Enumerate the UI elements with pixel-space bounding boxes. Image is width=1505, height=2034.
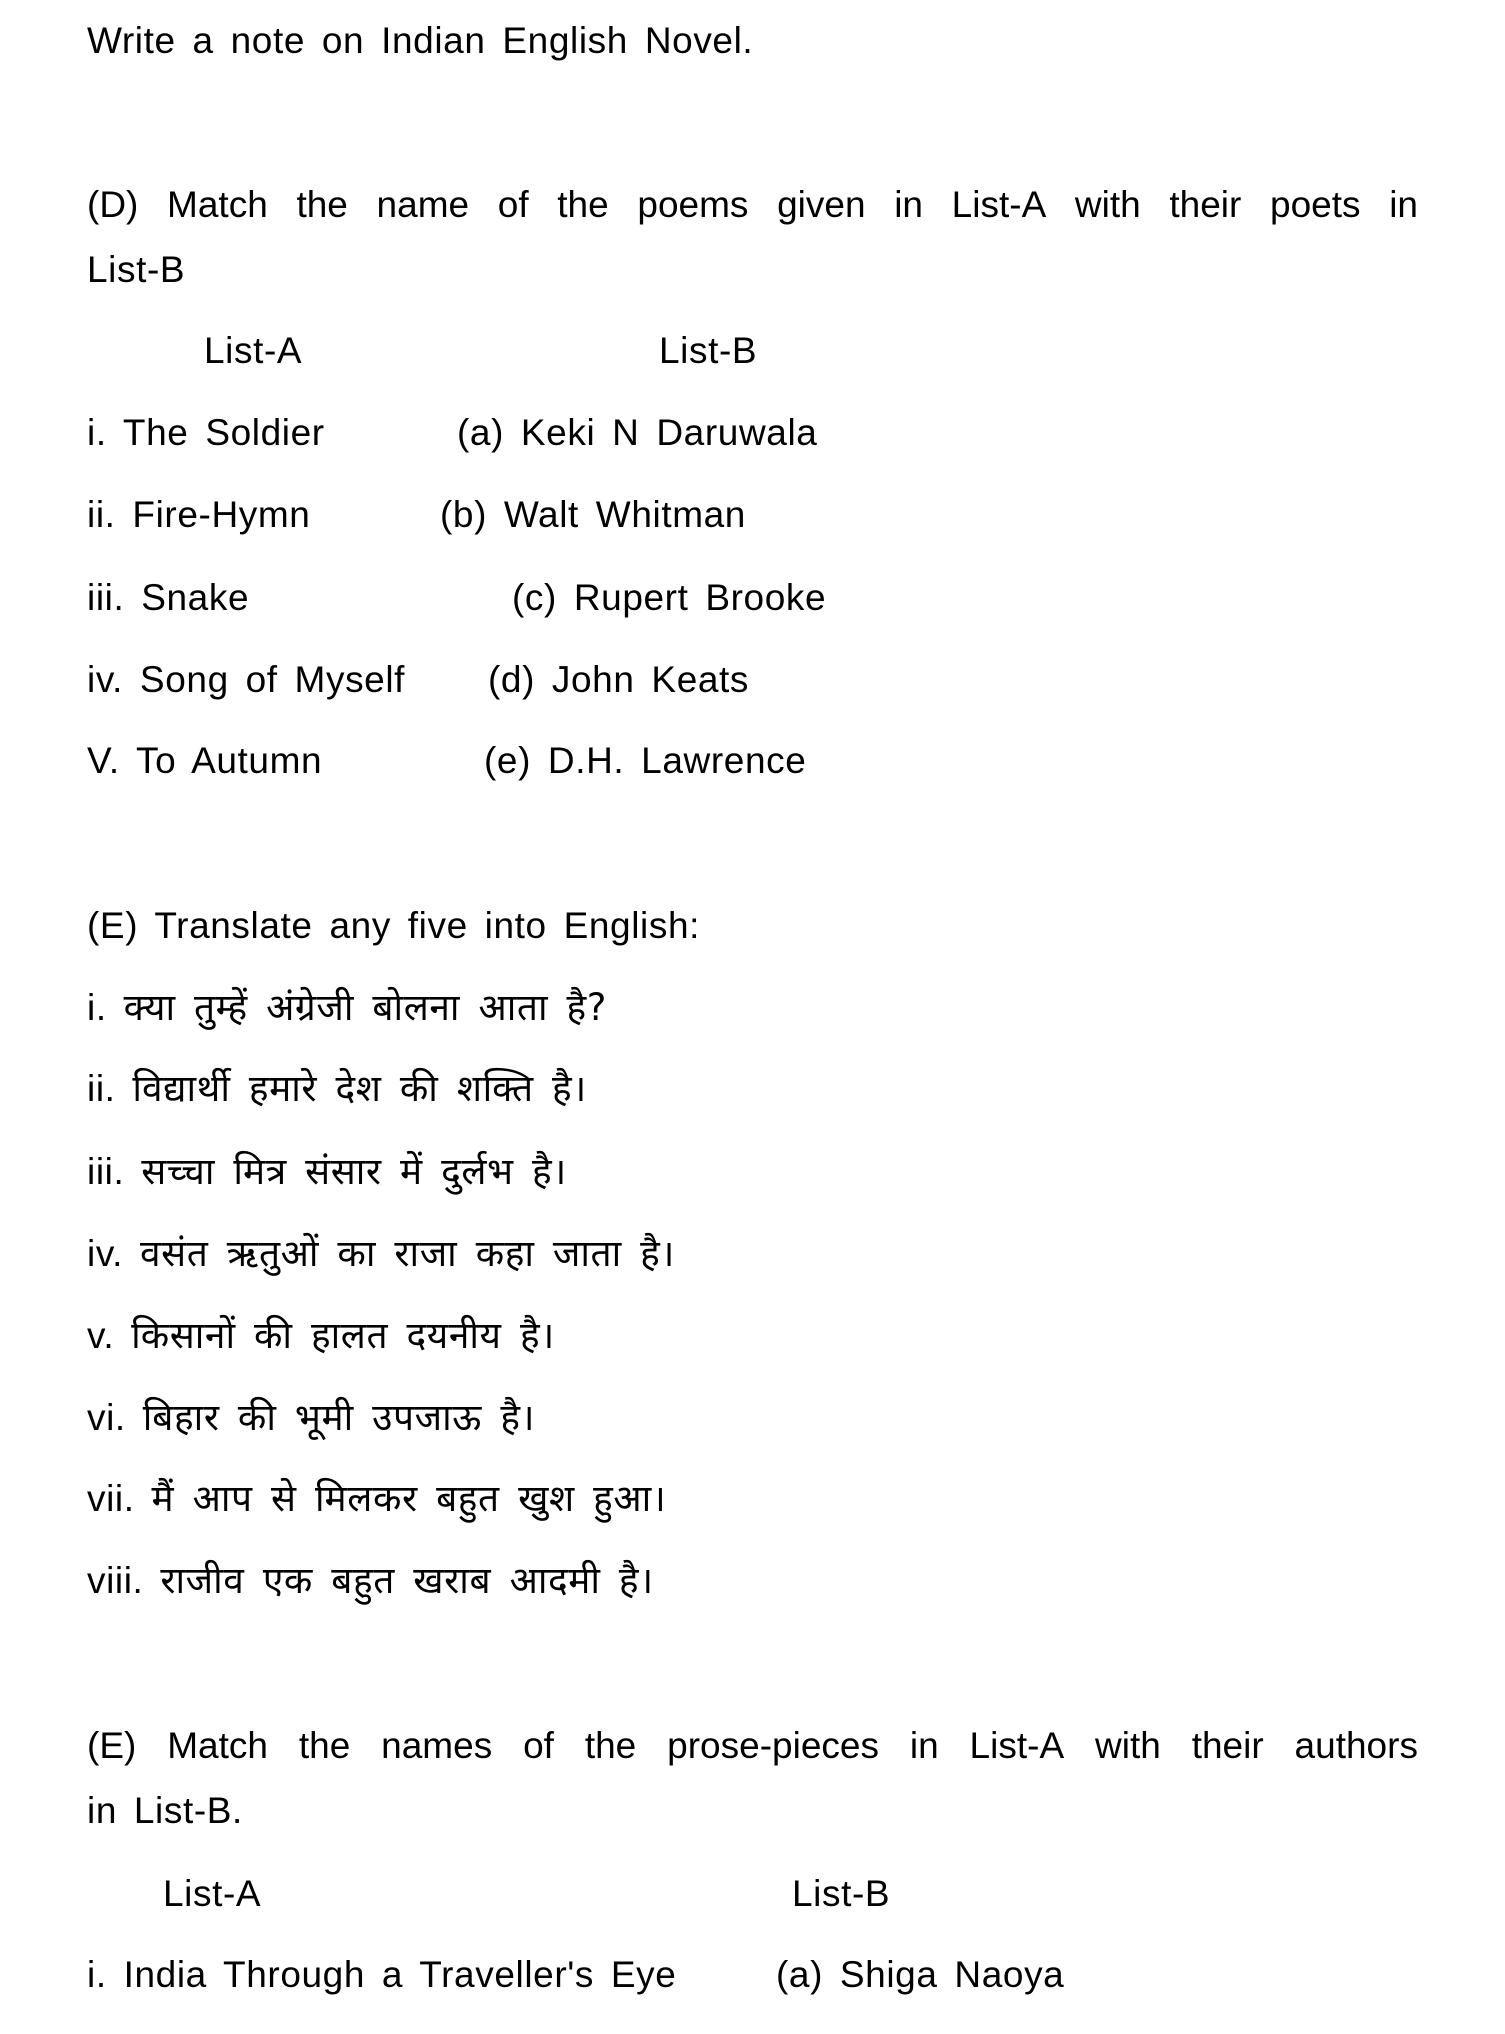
word: with <box>1095 1725 1161 1766</box>
word: List-A <box>951 184 1047 225</box>
translate-item <box>87 1559 654 1603</box>
word: name <box>376 184 470 225</box>
word: List-A <box>969 1725 1065 1766</box>
section-e-list-b-header: List-B <box>792 1873 891 1914</box>
poet-list-b-item: (a) Keki N Daruwala <box>457 412 818 453</box>
poet-list-b-item: (b) Walt Whitman <box>440 494 746 535</box>
section-e-translate-prompt: (E) Translate any five into English: <box>87 905 701 946</box>
word: the <box>296 184 348 225</box>
translate-item <box>87 1314 555 1358</box>
item-number: vii. <box>87 1478 135 1519</box>
word: given <box>777 184 866 225</box>
translate-item <box>87 1067 587 1111</box>
poem-list-a-item: i. The Soldier <box>87 412 325 453</box>
translate-item <box>87 1396 535 1440</box>
section-d-prompt-line2: List-B <box>87 249 186 290</box>
item-number: viii. <box>87 1560 144 1601</box>
word: (E) <box>87 1725 137 1766</box>
translate-item <box>87 986 607 1030</box>
word: in <box>894 184 924 225</box>
word: their <box>1191 1725 1264 1766</box>
poem-list-a-item: iii. Snake <box>87 577 250 618</box>
word: prose-pieces <box>667 1725 879 1766</box>
poem-list-a-item: ii. Fire-Hymn <box>87 494 311 535</box>
item-number: iii. <box>87 1151 125 1192</box>
section-e-list-a-header: List-A <box>163 1873 262 1914</box>
hindi-sentence: बिहार की भूमी उपजाऊ है। <box>142 1396 536 1439</box>
word: the <box>557 184 609 225</box>
word: with <box>1074 184 1141 225</box>
item-number: vi. <box>87 1397 126 1438</box>
section-d-prompt-line1 <box>87 183 1418 227</box>
hindi-sentence: राजीव एक बहुत खराब आदमी है। <box>160 1559 654 1602</box>
translate-item <box>87 1477 666 1521</box>
word: poets <box>1270 184 1361 225</box>
word: of <box>523 1725 554 1766</box>
section-d-list-a-header: List-A <box>204 330 303 371</box>
item-number: i. <box>87 987 107 1028</box>
poet-list-b-item: (e) D.H. Lawrence <box>484 740 807 781</box>
poem-list-a-item: iv. Song of Myself <box>87 659 406 700</box>
prose-list-a-item: i. India Through a Traveller's Eye <box>87 1954 677 1995</box>
word: their <box>1169 184 1242 225</box>
word: poems <box>637 184 749 225</box>
poet-list-b-item: (d) John Keats <box>488 659 750 700</box>
section-d-list-b-header: List-B <box>659 330 758 371</box>
poem-list-a-item: V. To Autumn <box>87 740 323 781</box>
poet-list-b-item: (c) Rupert Brooke <box>512 577 827 618</box>
translate-item <box>87 1232 675 1276</box>
word: in <box>909 1725 939 1766</box>
word: (D) <box>87 184 139 225</box>
hindi-sentence: वसंत ऋतुओं का राजा कहा जाता है। <box>139 1232 676 1275</box>
hindi-sentence: क्या तुम्हें अंग्रेजी बोलना आता है? <box>123 986 608 1029</box>
word: the <box>584 1725 637 1766</box>
item-number: iv. <box>87 1233 124 1274</box>
translate-item <box>87 1150 567 1194</box>
hindi-sentence: सच्चा मित्र संसार में दुर्लभ है। <box>141 1150 567 1193</box>
word: Match <box>167 184 268 225</box>
author-list-b-item: (a) Shiga Naoya <box>776 1954 1065 1995</box>
section-e-match-prompt-line2: in List-B. <box>87 1790 243 1831</box>
question-indian-english-novel: Write a note on Indian English Novel. <box>87 20 754 61</box>
hindi-sentence: मैं आप से मिलकर बहुत खुश हुआ। <box>151 1477 667 1520</box>
word: the <box>298 1725 351 1766</box>
hindi-sentence: विद्यार्थी हमारे देश की शक्ति है। <box>132 1067 587 1110</box>
hindi-sentence: किसानों की हालत दयनीय है। <box>131 1314 555 1357</box>
section-e-match-prompt-line1 <box>87 1724 1418 1768</box>
word: Match <box>167 1725 268 1766</box>
word: of <box>497 184 529 225</box>
item-number: ii. <box>87 1068 116 1109</box>
word: authors <box>1294 1725 1418 1766</box>
word: in <box>1389 184 1418 225</box>
word: names <box>381 1725 493 1766</box>
item-number: v. <box>87 1315 115 1356</box>
